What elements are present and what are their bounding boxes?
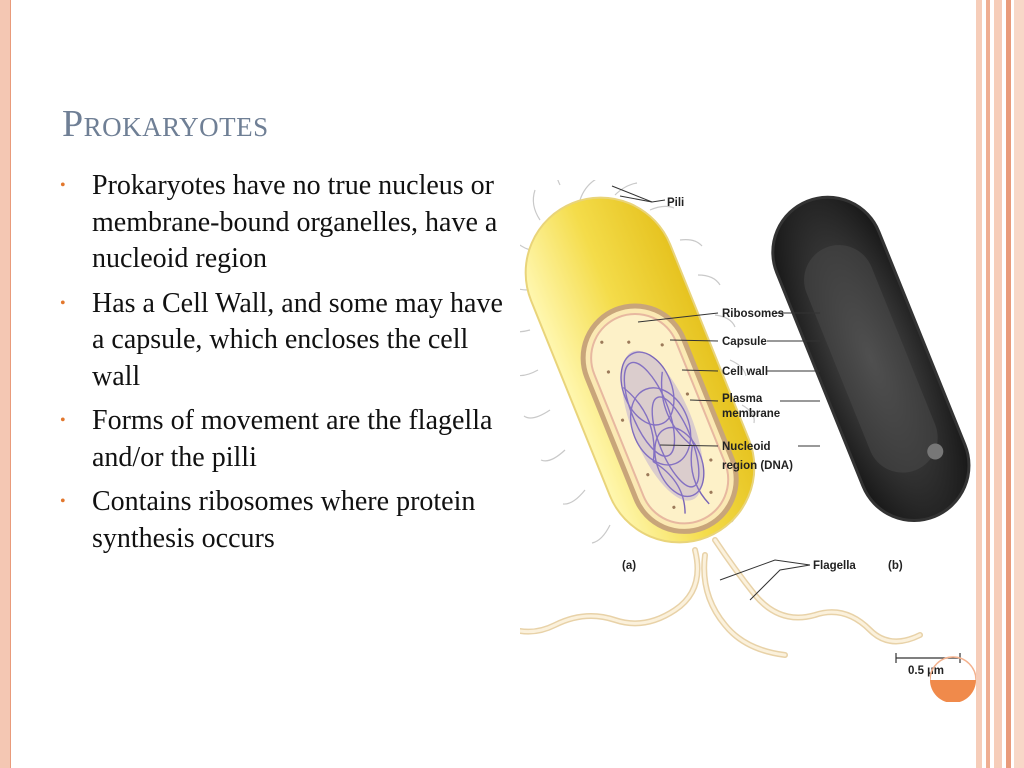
micrograph-cell xyxy=(756,181,980,537)
label-panel-a: (a) xyxy=(622,560,637,572)
label-ribosomes: Ribosomes xyxy=(722,308,784,320)
bullet-dot-icon: • xyxy=(60,412,66,429)
bullet-text: Has a Cell Wall, and some may have a capsule, which encloses the cell wall xyxy=(92,287,503,392)
bullet-dot-icon: • xyxy=(60,493,66,510)
bullet-text: Contains ribosomes where protein synthesis occurs xyxy=(92,486,476,554)
flagella-strands xyxy=(520,540,920,655)
label-capsule: Capsule xyxy=(722,336,767,348)
label-nucleoid-line2: region (DNA) xyxy=(722,460,793,472)
slide-title: Prokaryotes xyxy=(62,103,269,145)
label-plasma-line1: Plasma xyxy=(722,393,763,405)
bullet-item xyxy=(60,286,505,396)
bullet-text: Prokaryotes have no true nucleus or membrane-bound organelles, have a nucleoid region xyxy=(92,170,498,274)
bullet-dot-icon: • xyxy=(60,294,66,312)
bullet-item xyxy=(60,168,505,278)
corner-circle-decoration xyxy=(930,640,976,702)
prokaryote-diagram xyxy=(520,180,980,700)
right-stripe-decoration xyxy=(976,0,1024,768)
bullet-item xyxy=(60,403,505,476)
label-nucleoid-line1: Nucleoid xyxy=(722,441,771,453)
label-flagella: Flagella xyxy=(813,560,856,572)
scale-label: 0.5 µm xyxy=(908,665,945,677)
bullet-list xyxy=(60,168,505,565)
left-border-decoration xyxy=(0,0,11,768)
bullet-dot-icon: • xyxy=(60,177,66,194)
label-pili: Pili xyxy=(667,197,685,209)
label-cell-wall: Cell wall xyxy=(722,366,769,378)
bullet-text: Forms of movement are the flagella and/or the pilli xyxy=(92,405,493,473)
label-plasma-line2: membrane xyxy=(722,408,781,420)
label-panel-b: (b) xyxy=(888,560,903,572)
bullet-item xyxy=(60,484,505,557)
